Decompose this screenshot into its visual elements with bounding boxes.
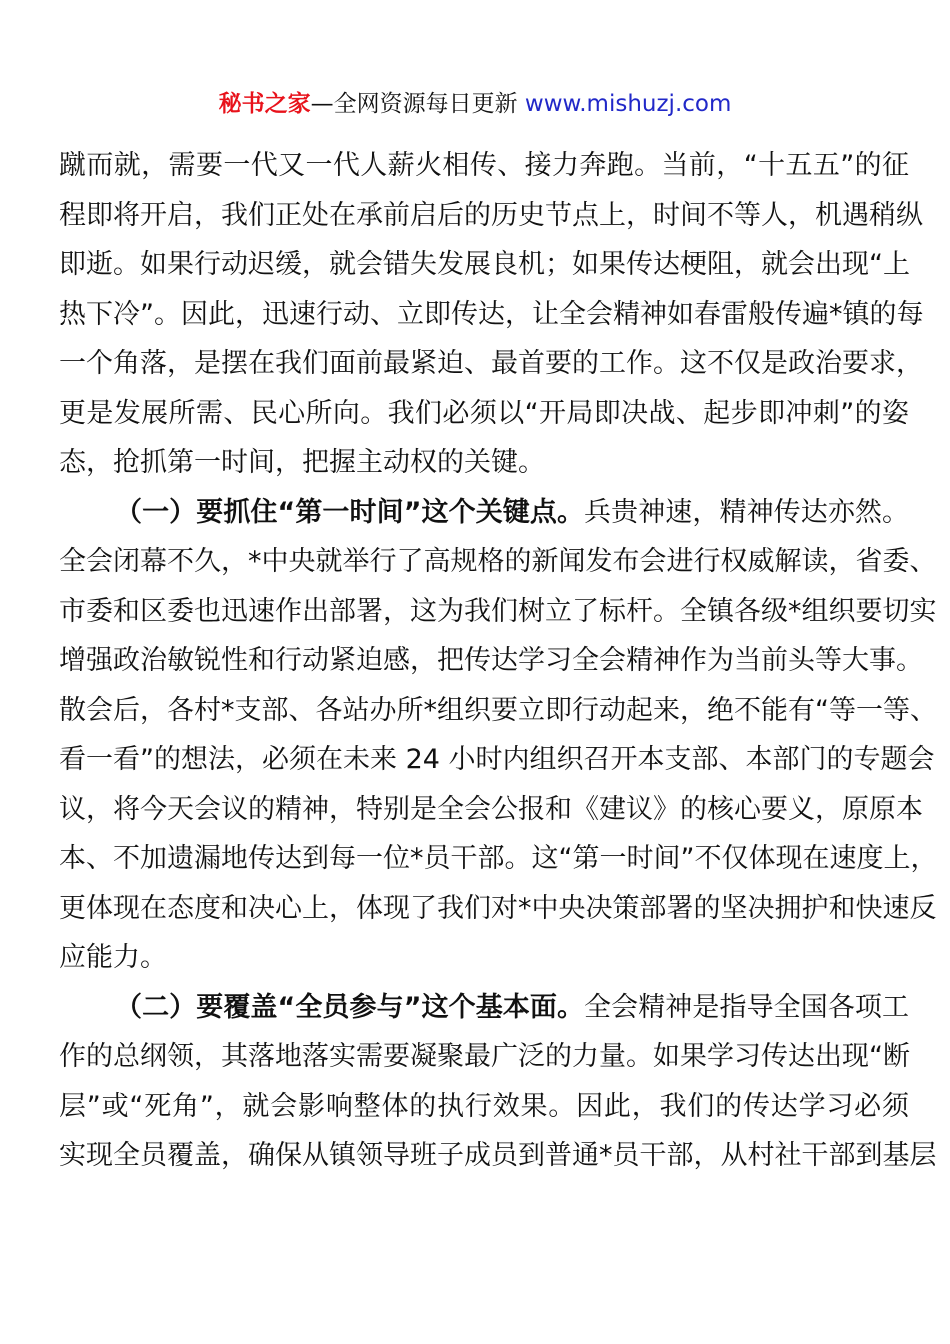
paragraph-1: [59, 141, 924, 488]
paragraph-3: [59, 983, 937, 1181]
paragraph-2: [59, 488, 938, 983]
text-line: 议，将今天会议的精神，特别是全会公报和《建议》的核心要义，原原本: [59, 793, 923, 825]
text-line: 态，抢抓第一时间，把握主动权的关键。: [59, 447, 545, 478]
section-heading: （一）要抓住“第一时间”这个关键点。: [115, 496, 585, 528]
text-line: 市委和区委也迅速作出部署，这为我们树立了标杆。全镇各级*组织要切实: [59, 595, 937, 627]
text-line: 层”或“死角”，就会影响整体的执行效果。因此，我们的传达学习必须: [59, 1090, 909, 1122]
text-line: 热下冷”。因此，迅速行动、立即传达，让全会精神如春雷般传遍*镇的每: [59, 298, 924, 330]
text-line: 程即将开启，我们正处在承前启后的历史节点上，时间不等人，机遇稍纵: [59, 199, 923, 231]
section-heading-line: [59, 488, 909, 538]
text-line: 作的总纲领，其落地落实需要凝聚最广泛的力量。如果学习传达出现“断: [59, 1041, 910, 1072]
site-tagline: —全网资源每日更新: [310, 91, 525, 117]
text-run: 兵贵神速，精神传达亦然。: [584, 496, 909, 528]
text-line: 增强政治敏锐性和行动紧迫感，把传达学习全会精神作为当前头等大事。: [59, 645, 923, 676]
text-line: 散会后，各村*支部、各站办所*组织要立即行动起来，绝不能有“等一等、: [59, 694, 937, 726]
site-brand: 秘书之家: [218, 91, 311, 117]
site-header: [0, 88, 950, 120]
text-line: 应能力。: [59, 942, 167, 973]
section-heading: （二）要覆盖“全员参与”这个基本面。: [115, 991, 585, 1023]
text-line: 蹴而就，需要一代又一代人薪火相传、接力奔跑。当前，“十五五”的征: [59, 150, 909, 181]
text-line: 实现全员覆盖，确保从镇领导班子成员到普通*员干部，从村社干部到基层: [59, 1140, 937, 1171]
text-line: 全会闭幕不久，*中央就举行了高规格的新闻发布会进行权威解读，省委、: [59, 546, 937, 577]
text-line: 更是发展所需、民心所向。我们必须以“开局即决战、起步即冲刺”的姿: [59, 397, 909, 429]
text-line: 一个角落，是摆在我们面前最紧迫、最首要的工作。这不仅是政治要求，: [59, 348, 923, 379]
text-line: 更体现在态度和决心上，体现了我们对*中央决策部署的坚决拥护和快速反: [59, 892, 937, 924]
text-line: 本、不加遗漏地传达到每一位*员干部。这“第一时间”不仅体现在速度上，: [59, 843, 938, 874]
text-run: 全会精神是指导全国各项工: [584, 991, 909, 1023]
document-body: [59, 141, 938, 1181]
site-url: www.mishuzj.com: [524, 91, 732, 117]
section-heading-line: [59, 983, 909, 1033]
text-line: 看一看”的想法，必须在未来 24 小时内组织召开本支部、本部门的专题会: [59, 744, 935, 775]
text-line: 即逝。如果行动迟缓，就会错失发展良机；如果传达梗阻，就会出现“上: [59, 249, 910, 280]
